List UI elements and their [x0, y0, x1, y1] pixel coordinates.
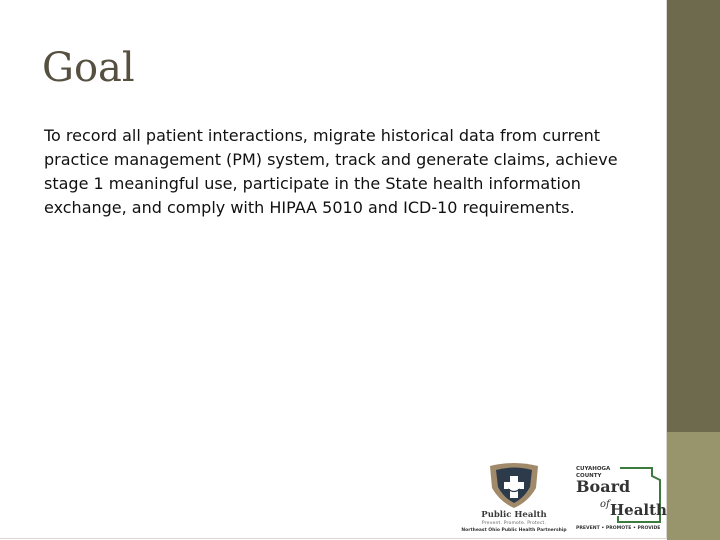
- board-health-word: Health: [610, 501, 667, 519]
- public-health-name: Public Health: [481, 510, 547, 520]
- slide-title: Goal: [42, 45, 135, 91]
- slide-body: To record all patient interactions, migrate historical data from current practice management (PM) system, track and generate claims, achieve stage 1 meaningful use, participate in the State health information exchange, and comply with HIPAA 5010 and ICD-10 requirements.: [44, 126, 618, 217]
- board-motto: PREVENT • PROMOTE • PROVIDE: [576, 526, 661, 531]
- shield-icon: [458, 462, 570, 510]
- public-health-tagline: Prevent. Promote. Protect.: [481, 521, 547, 526]
- board-word: Board: [576, 477, 631, 496]
- accent-band-top: [667, 0, 720, 432]
- board-county-label: CUYAHOGA COUNTY: [576, 466, 611, 479]
- board-of-health-logo: [574, 466, 667, 536]
- accent-band-bottom: [667, 432, 720, 540]
- public-health-partnership: Northeast Ohio Public Health Partnership: [461, 528, 567, 533]
- public-health-logo: [458, 462, 570, 538]
- board-of-word: of: [600, 499, 610, 510]
